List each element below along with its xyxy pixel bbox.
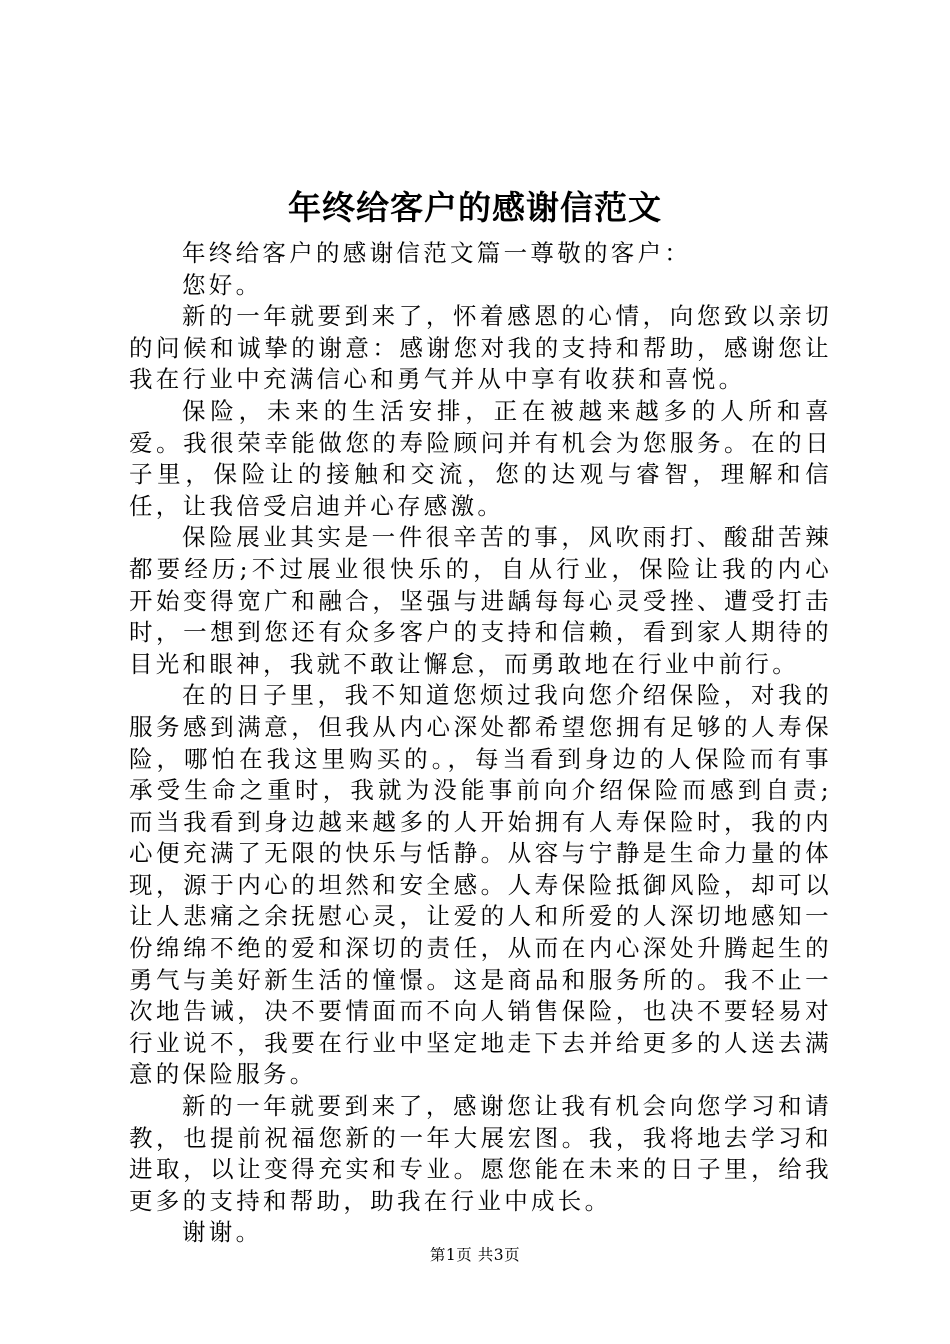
paragraph-greeting: 您好。	[182, 270, 263, 299]
paragraph-new-year-thanks: 新的一年就要到来了，怀着感恩的心情，向您致以亲切的问候和诚挚的谢意：感谢您对我的支持和帮助，感谢您让我在行业中充满信心和勇气并从中享有收获和喜悦。	[129, 302, 832, 394]
paragraph-reflection: 在的日子里，我不知道您烦过我向您介绍保险，对我的服务感到满意，但我从内心深处都希望您拥有足够的人寿保险，哪怕在我这里购买的。，每当看到身边的人保险而有事承受生命之重时，我就为没能事前向介绍保险而感到自责;而当我看到身边越来越多的人开始拥有人寿保险时，我的内心便充满了无限的快乐与恬静。从容与宁静是生命力量的体现，源于内心的坦然和安全感。人寿保险抵御风险，却可以让人悲痛之余抚慰心灵，让爱的人和所爱的人深切地感知一份绵绵不绝的爱和深切的责任，从而在内心深处升腾起生的勇气与美好新生活的憧憬。这是商品和服务所的。我不止一次地告诫，决不要情面而不向人销售保险，也决不要轻易对行业说不，我要在行业中坚定地走下去并给更多的人送去满意的保险服务。	[129, 681, 832, 1089]
letter-body	[129, 238, 832, 1249]
paragraph-salutation: 年终给客户的感谢信范文篇一尊敬的客户：	[182, 239, 692, 267]
paragraph-hardship: 保险展业其实是一件很辛苦的事，风吹雨打、酸甜苦辣都要经历;不过展业很快乐的，自从行业，保险让我的内心开始变得宽广和融合，坚强与进龋每每心灵受挫、遭受打击时，一想到您还有众多客户的支持和信赖，看到家人期待的目光和眼神，我就不敢让懈怠，而勇敢地在行业中前行。	[129, 523, 832, 678]
paragraph-closing: 谢谢。	[182, 1218, 263, 1247]
paragraph-wishes: 新的一年就要到来了，感谢您让我有机会向您学习和请教，也提前祝福您新的一年大展宏图。我，我将地去学习和进取，以让变得充实和专业。愿您能在未来的日子里，给我更多的支持和帮助，助我在行业中成长。	[129, 1092, 832, 1215]
page-title: 年终给客户的感谢信范文	[288, 188, 662, 227]
paragraph-insurance-intro: 保险，未来的生活安排，正在被越来越多的人所和喜爱。我很荣幸能做您的寿险顾问并有机会为您服务。在的日子里，保险让的接触和交流，您的达观与睿智，理解和信任，让我倍受启迪并心存感激。	[129, 396, 832, 520]
page-footer: 第1页 共3页	[429, 1246, 521, 1264]
